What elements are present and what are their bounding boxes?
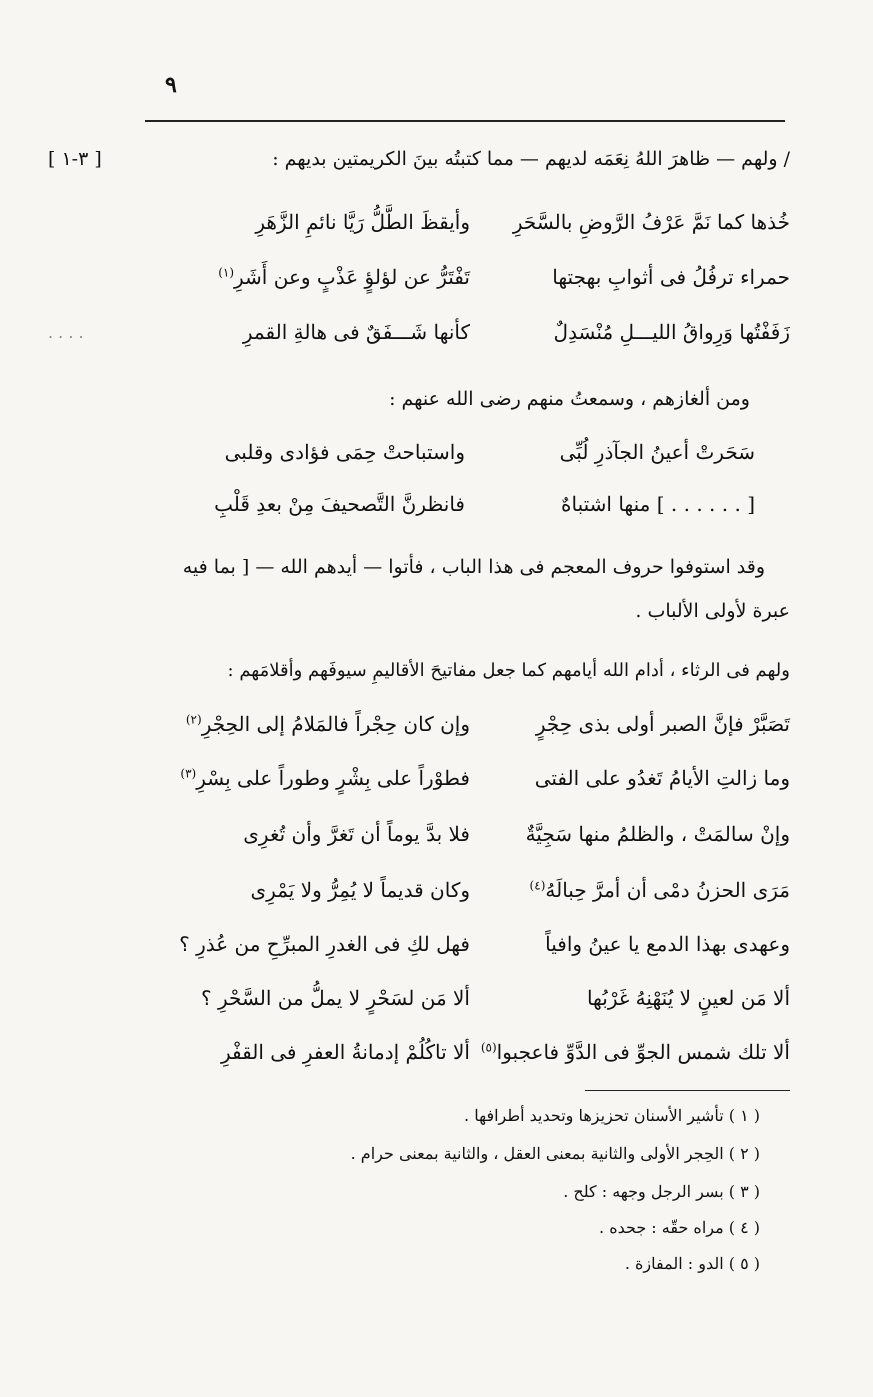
verse-second-hemistich	[140, 712, 470, 736]
footnote-marker: (١)	[218, 265, 235, 280]
verse	[140, 210, 790, 244]
verse-first-hemistich: وعهدى بهذا الدمع يا عينُ وافياً	[545, 932, 790, 956]
verse	[140, 320, 790, 354]
verse	[140, 766, 790, 800]
footnotes-rule	[585, 1090, 790, 1091]
verse-second-hemistich: فانظرنَّ التَّصحيفَ مِنْ بعدِ قَلْبِ	[214, 492, 465, 516]
verse-first-hemistich: وما زالتِ الأيامُ تَغدُو على الفتى	[534, 766, 790, 790]
verse-second-hemistich: واستباحتْ حِمَى فؤادى وقلبى	[224, 440, 465, 464]
verse-second-hemistich: وأيقظَ الطَّلُّ رَيَّا نائمِ الزَّهَرِ	[255, 210, 470, 234]
verse	[140, 878, 790, 912]
verse-second-hemistich: ألا تاكُلُمْ إدمانةُ العفرِ فى القفْرِ	[220, 1040, 470, 1064]
footnote-marker: (٥)	[480, 1040, 497, 1055]
verse-second-hemistich	[140, 265, 470, 289]
hemistich-text: وإن كان حِجْراً فالمَلامُ إلى الحِجْرِ	[201, 712, 470, 736]
intro-line: / ولهم — ظاهرَ اللهُ نِعَمَه لديهم — مما كتبتُه بينَ الكريمتين بديهم :	[272, 148, 790, 170]
elegy-intro: ولهم فى الرثاء ، أدام الله أيامهم كما جعل مفاتيحَ الأقاليمِ سيوفَهم وأقلامَهم :	[227, 660, 790, 681]
verse	[165, 440, 755, 474]
verse-first-hemistich: حمراء ترفُلُ فى أثوابِ بهجتها	[552, 265, 790, 289]
hemistich-text: فطوْراً على بِشْرٍ وطوراً على بِسْرِ	[196, 766, 470, 790]
footnote: ( ٢ ) الحِجر الأولى والثانية بمعنى العقل ، والثانية بمعنى حرام .	[350, 1144, 760, 1163]
verse-second-hemistich: وكان قديماً لا يُمِرُّ ولا يَمْرِى	[250, 878, 470, 902]
footnote: ( ٥ ) الدو : المفازة .	[624, 1254, 760, 1273]
verse-first-hemistich	[475, 1040, 790, 1064]
header-rule	[145, 120, 785, 122]
footnote-marker: (٤)	[529, 878, 546, 893]
paragraph-line: عبرة لأولى الألباب .	[635, 600, 790, 622]
verse	[140, 265, 790, 299]
page-number: ٩	[165, 72, 177, 98]
footnote: ( ١ ) تأشير الأسنان تحزيزها وتحديد أطرافها .	[464, 1106, 760, 1125]
verse-first-hemistich: سَحَرتْ أعينُ الجآذرِ لُبِّى	[559, 440, 755, 464]
hemistich-text: تَفْتَرُّ عن لؤلؤٍ عَذْبٍ وعن أَشَرِ	[234, 265, 470, 289]
verse	[140, 986, 790, 1020]
verse-second-hemistich: ألا مَن لسَحْرٍ لا يملُّ من السَّحْرِ ؟	[201, 986, 470, 1010]
verse	[140, 712, 790, 746]
verse-second-hemistich: فهل لكِ فى الغدرِ المبرِّحِ من عُذرِ ؟	[179, 932, 470, 956]
verse	[165, 492, 755, 526]
reference-mark: [ ٣-١ ]	[48, 148, 102, 170]
verse-second-hemistich	[140, 766, 470, 790]
paragraph-line: وقد استوفوا حروف المعجم فى هذا الباب ، فأتوا — أيدهم الله — [ بما فيه	[182, 556, 765, 578]
verse-second-hemistich: فلا بدَّ يوماً أن تَغرَّ وأن تُغرِى	[243, 822, 470, 846]
hemistich-text: ألا تلك شمس الجوِّ فى الدَّوِّ فاعجبوا	[496, 1040, 790, 1064]
verse-first-hemistich	[475, 878, 790, 902]
footnote-marker: (٣)	[180, 766, 197, 781]
verse-first-hemistich: زَفَفْتُها وَرِواقُ الليـــلِ مُنْسَدِلٌ	[553, 320, 790, 344]
hemistich-text: مَرَى الحزنُ دمْى أن أمرَّ حِبالَهُ	[545, 878, 790, 902]
verse	[140, 822, 790, 856]
footnote: ( ٣ ) بسر الرجل وجهه : كلح .	[563, 1182, 760, 1201]
side-marks: . . . .	[48, 323, 84, 342]
riddles-intro: ومن ألغازهم ، وسمعتُ منهم رضى الله عنهم :	[389, 388, 750, 410]
footnote: ( ٤ ) مراه حقّه : جحده .	[599, 1218, 760, 1237]
verse-first-hemistich: ألا مَن لعينٍ لا يُنَهْنِهُ غَرْبُها	[586, 986, 790, 1010]
verse-first-hemistich: وإنْ سالمَتْ ، والظلمُ منها سَجِيَّةٌ	[525, 822, 790, 846]
verse-second-hemistich: كأنها شَـــفَقٌ فى هالةِ القمرِ	[242, 320, 470, 344]
footnote-marker: (٢)	[185, 712, 202, 727]
verse-first-hemistich: [ . . . . . . ] منها اشتباهٌ	[561, 492, 755, 516]
verse-first-hemistich: تَصَبَّرْ فإنَّ الصبر أولى بذى حِجْرٍ	[535, 712, 790, 736]
verse	[140, 1040, 790, 1074]
verse-first-hemistich: خُذها كما نَمَّ عَرْفُ الرَّوضِ بالسَّحَرِ	[512, 210, 790, 234]
verse	[140, 932, 790, 966]
